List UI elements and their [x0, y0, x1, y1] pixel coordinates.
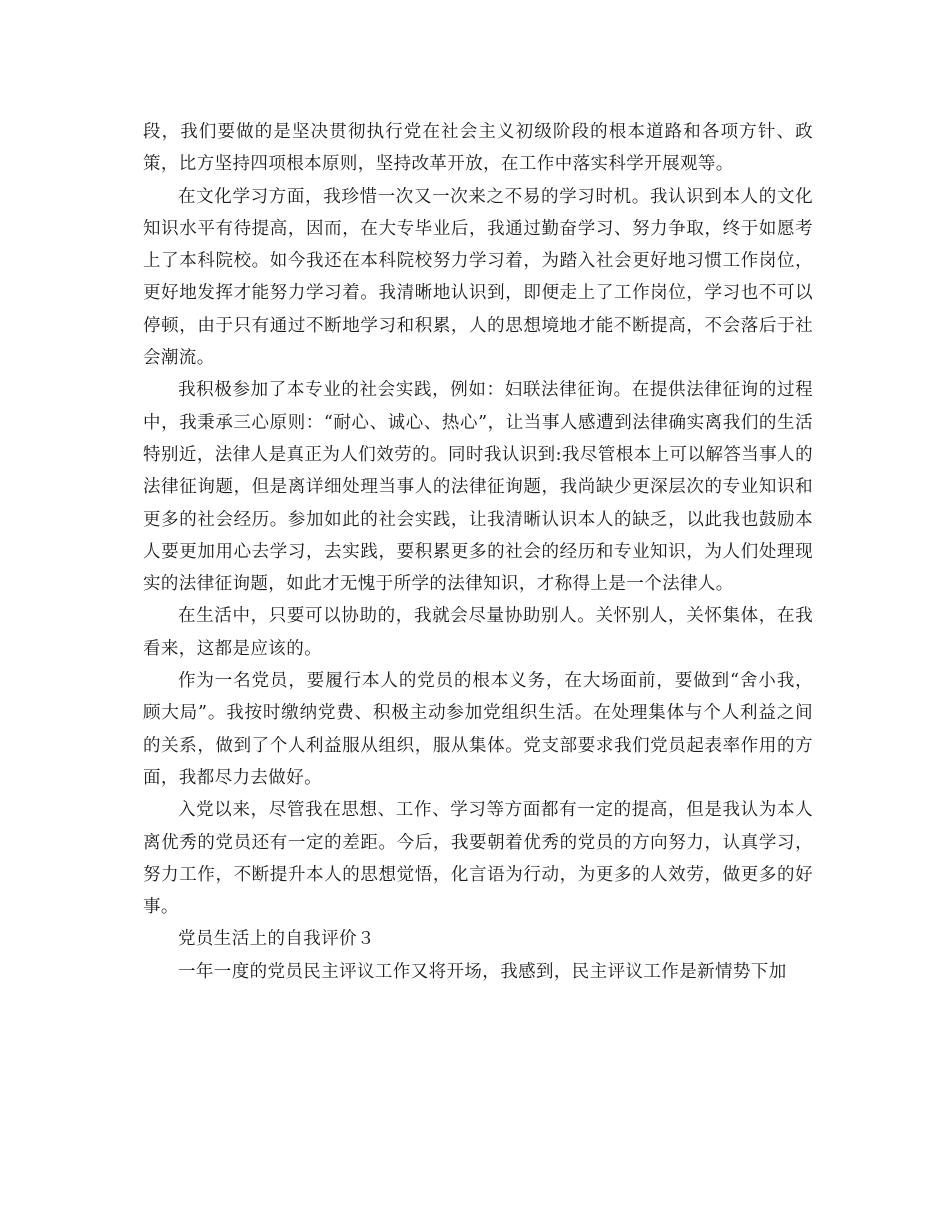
paragraph-new-section: 一年一度的党员民主评议工作又将开场，我感到，民主评议工作是新情势下加	[178, 961, 787, 982]
section-heading: 党员生活上的自我评价３	[178, 929, 375, 950]
paragraph-continued: 段，我们要做的是坚决贯彻执行党在社会主义初级阶段的根本道路和各项方针、政策，比方坚持四项根本原则，坚持改革开放，在工作中落实科学开展观等。	[143, 122, 813, 175]
paragraph-conclusion: 入党以来，尽管我在思想、工作、学习等方面都有一定的提高，但是我认为本人离优秀的党员还有一定的差距。今后，我要朝着优秀的党员的方向努力，认真学习，努力工作，不断提升本人的思想觉悟，化言语为行动，为更多的人效劳，做更多的好事。	[143, 800, 813, 918]
paragraph-party-duty: 作为一名党员，要履行本人的党员的根本义务，在大场面前，要做到“舍小我，顾大局”。我按时缴纳党费、积极主动参加党组织生活。在处理集体与个人利益之间的关系，做到了个人利益服从组织，服从集体。党支部要求我们党员起表率作用的方面，我都尽力去做好。	[143, 671, 813, 788]
paragraph-daily-life: 在生活中，只要可以协助的，我就会尽量协助别人。关怀别人，关怀集体，在我看来，这都是应该的。	[143, 606, 813, 659]
paragraph-cultural-study: 在文化学习方面，我珍惜一次又一次来之不易的学习时机。我认识到本人的文化知识水平有待提高，因而，在大专毕业后，我通过勤奋学习、努力争取，终于如愿考上了本科院校。如今我还在本科院校努力学习着，为踏入社会更好地习惯工作岗位，更好地发挥才能努力学习着。我清晰地认识到，即便走上了工作岗位，学习也不可以停顿，由于只有通过不断地学习和积累，人的思想境地才能不断提高，不会落后于社会潮流。	[143, 186, 813, 369]
document-body	[143, 116, 813, 988]
paragraph-social-practice: 我积极参加了本专业的社会实践，例如：妇联法律征询。在提供法律征询的过程中，我秉承三心原则：“耐心、诚心、热心”，让当事人感遭到法律确实离我们的生活特别近，法律人是真正为人们效劳的。同时我认识到:我尽管根本上可以解答当事人的法律征询题，但是离详细处理当事人的法律征询题，我尚缺少更深层次的专业知识和更多的社会经历。参加如此的社会实践，让我清晰认识本人的缺乏，以此我也鼓励本人要更加用心去学习，去实践，要积累更多的社会的经历和专业知识，为人们处理现实的法律征询题，如此才无愧于所学的法律知识，才称得上是一个法律人。	[143, 380, 813, 595]
